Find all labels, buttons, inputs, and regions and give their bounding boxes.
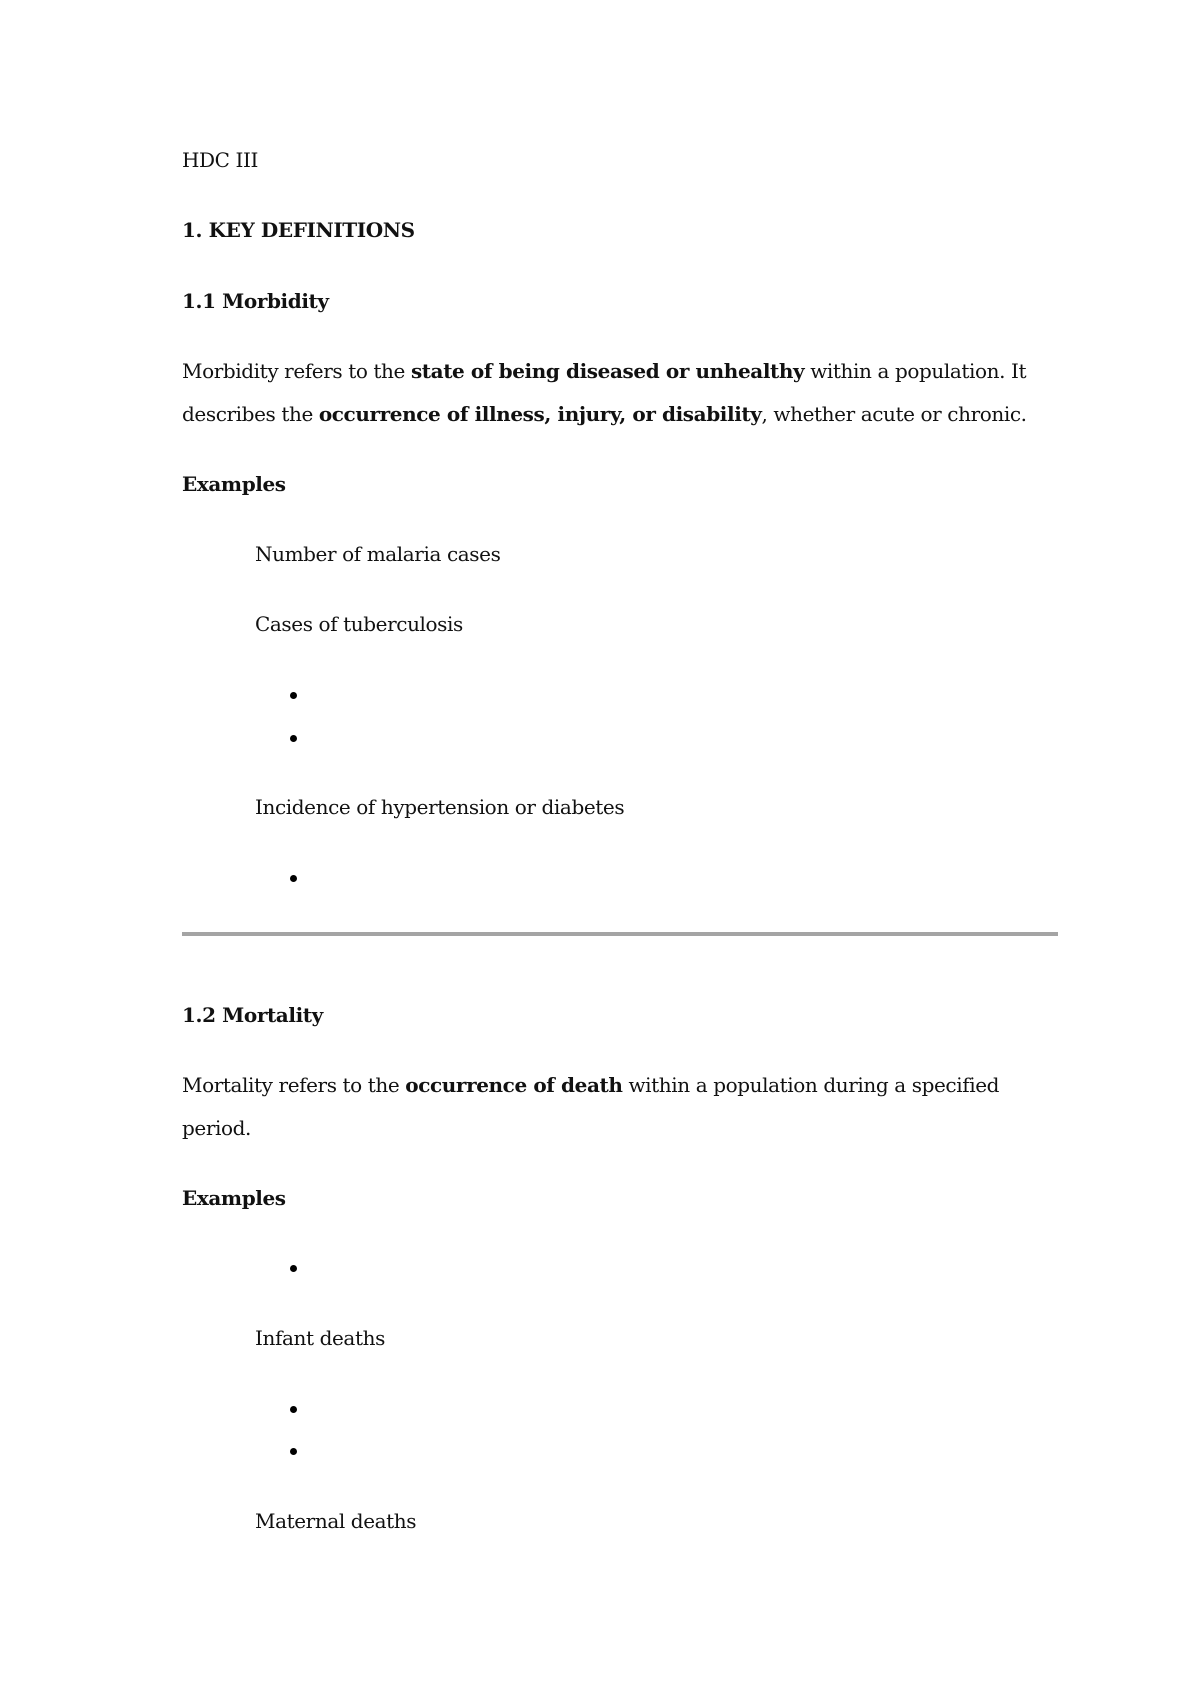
bullet-icon (290, 1265, 297, 1272)
bullet-icon (290, 735, 297, 742)
text-span: Mortality refers to the (182, 1073, 406, 1097)
bullet-icon (290, 1448, 297, 1455)
list-item: Cases of tuberculosis (255, 612, 463, 636)
list-item: Maternal deaths (255, 1509, 417, 1533)
bullet-icon (290, 692, 297, 699)
morbidity-examples-heading: Examples (182, 472, 286, 496)
bold-span: occurrence of illness, injury, or disability (318, 402, 762, 426)
mortality-examples-heading: Examples (182, 1186, 286, 1210)
bold-span: occurrence of death (405, 1073, 623, 1097)
list-item: Incidence of hypertension or diabetes (255, 795, 625, 819)
text-span: , whether acute or chronic. (761, 402, 1027, 426)
bullet-icon (290, 875, 297, 882)
text-span: Morbidity refers to the (182, 359, 411, 383)
list-item: Number of malaria cases (255, 542, 501, 566)
section-title: 1. KEY DEFINITIONS (182, 218, 415, 242)
bold-span: state of being diseased or unhealthy (410, 359, 805, 383)
morbidity-paragraph-line-2 (182, 401, 1027, 427)
list-item: Infant deaths (255, 1326, 385, 1350)
document-header: HDC III (182, 148, 259, 172)
mortality-paragraph-line-1 (182, 1072, 999, 1098)
horizontal-divider (182, 932, 1058, 936)
bullet-icon (290, 1406, 297, 1413)
mortality-heading: 1.2 Mortality (182, 1003, 323, 1027)
morbidity-paragraph-line-1 (182, 358, 1026, 384)
morbidity-heading: 1.1 Morbidity (182, 289, 329, 313)
text-span: within a population. It (804, 359, 1027, 383)
text-span: within a population during a specified (622, 1073, 1000, 1097)
text-span: describes the (182, 402, 319, 426)
mortality-paragraph-line-2: period. (182, 1116, 251, 1140)
